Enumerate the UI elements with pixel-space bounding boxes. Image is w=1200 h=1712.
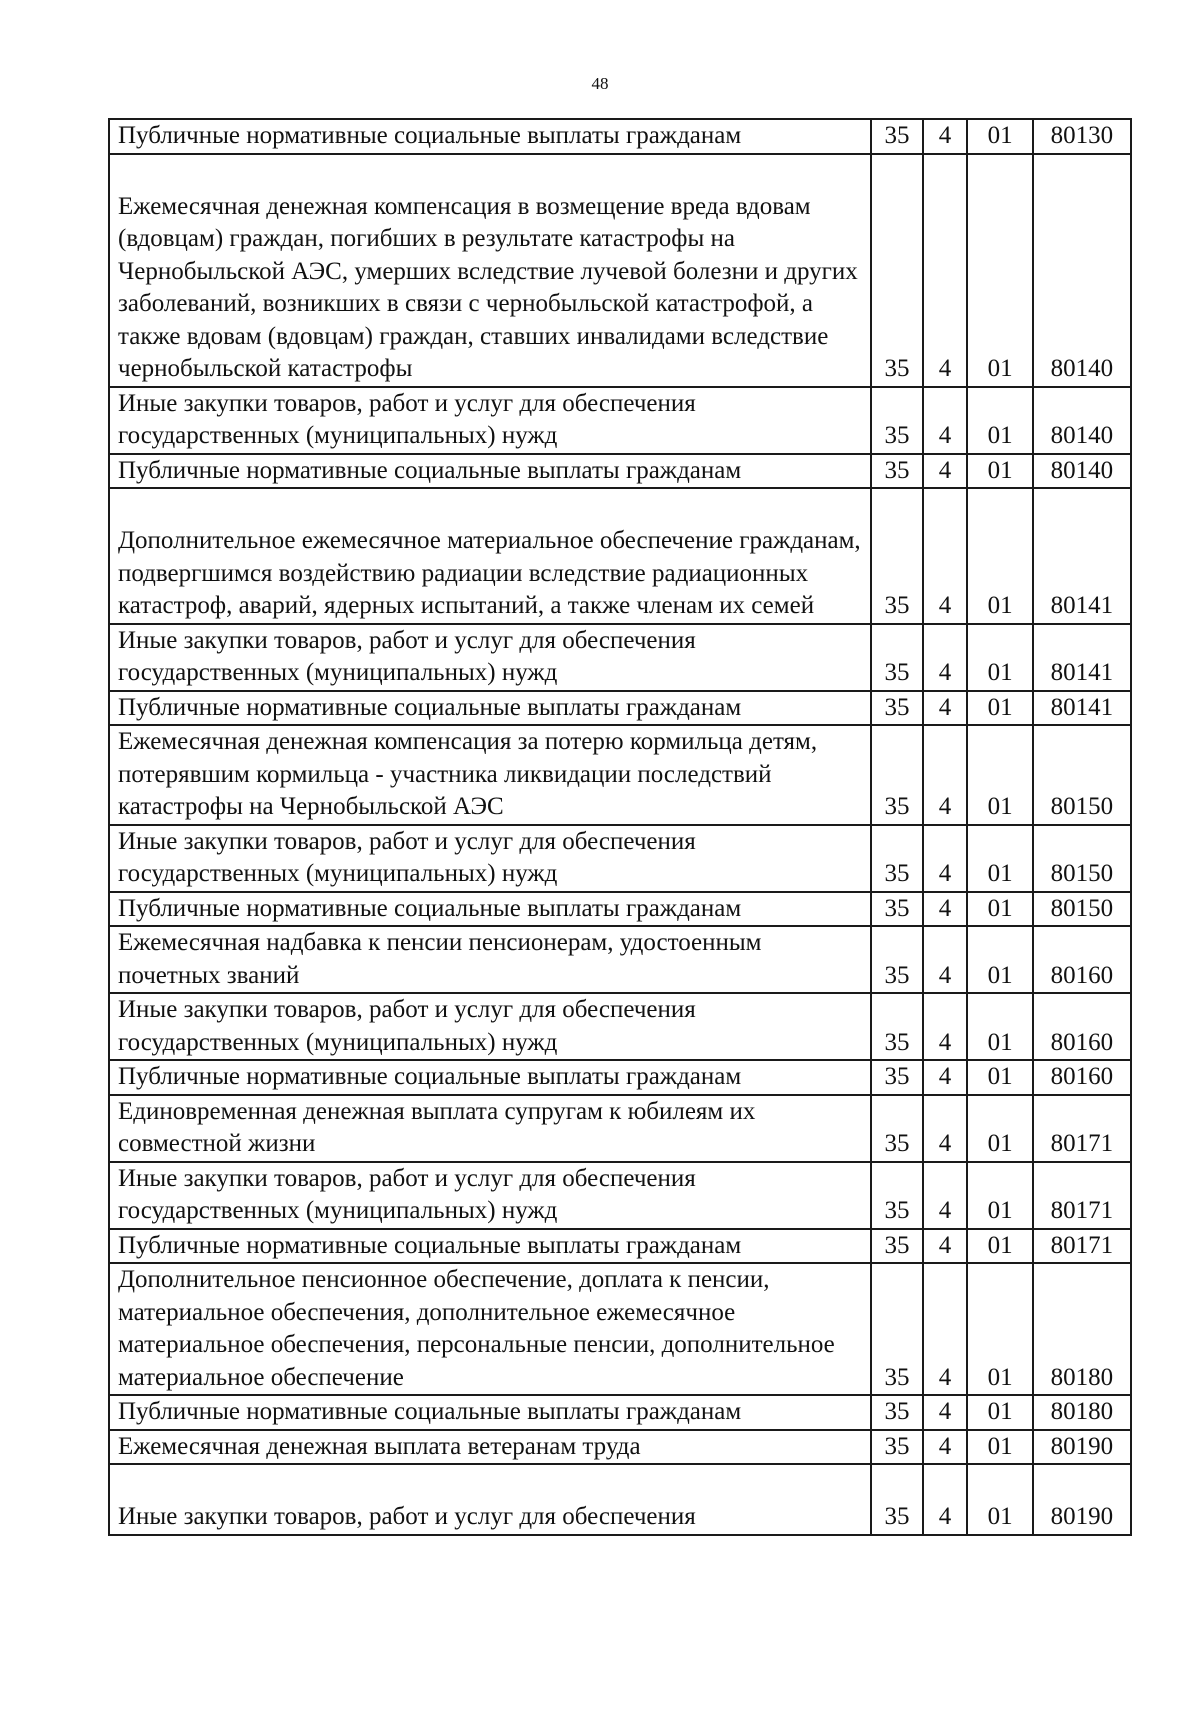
code-item: 01 bbox=[967, 154, 1032, 387]
code-subsection: 4 bbox=[923, 1430, 968, 1465]
code-item: 01 bbox=[967, 1060, 1032, 1095]
table-row bbox=[109, 488, 1131, 624]
row-description: Иные закупки товаров, работ и услуг для обеспечения государственных (муниципальных) нужд bbox=[109, 1162, 871, 1229]
code-subsection: 4 bbox=[923, 691, 968, 726]
row-description: Единовременная денежная выплата супругам к юбилеям их совместной жизни bbox=[109, 1095, 871, 1162]
code-subsection: 4 bbox=[923, 725, 968, 825]
code-target: 80190 bbox=[1033, 1430, 1131, 1465]
table-row bbox=[109, 691, 1131, 726]
code-item: 01 bbox=[967, 119, 1032, 154]
code-item: 01 bbox=[967, 691, 1032, 726]
code-target: 80140 bbox=[1033, 154, 1131, 387]
code-item: 01 bbox=[967, 1229, 1032, 1264]
row-description: Иные закупки товаров, работ и услуг для обеспечения государственных (муниципальных) нужд bbox=[109, 993, 871, 1060]
row-description: Публичные нормативные социальные выплаты гражданам bbox=[109, 454, 871, 489]
code-item: 01 bbox=[967, 624, 1032, 691]
code-item: 01 bbox=[967, 825, 1032, 892]
code-section: 35 bbox=[871, 691, 922, 726]
code-item: 01 bbox=[967, 1395, 1032, 1430]
code-target: 80141 bbox=[1033, 624, 1131, 691]
row-description: Иные закупки товаров, работ и услуг для обеспечения государственных (муниципальных) нужд bbox=[109, 624, 871, 691]
table-row bbox=[109, 624, 1131, 691]
code-subsection: 4 bbox=[923, 1060, 968, 1095]
code-section: 35 bbox=[871, 1430, 922, 1465]
code-section: 35 bbox=[871, 926, 922, 993]
page-number: 48 bbox=[591, 74, 609, 93]
code-section: 35 bbox=[871, 1162, 922, 1229]
row-description: Ежемесячная денежная компенсация за потерю кормильца детям, потерявшим кормильца - участника ликвидации последствий катастрофы на Чернобыльской АЭС bbox=[109, 725, 871, 825]
code-subsection: 4 bbox=[923, 1395, 968, 1430]
budget-classification-table bbox=[108, 118, 1132, 1536]
code-item: 01 bbox=[967, 926, 1032, 993]
table-row bbox=[109, 993, 1131, 1060]
code-subsection: 4 bbox=[923, 154, 968, 387]
code-item: 01 bbox=[967, 1464, 1032, 1535]
row-description: Дополнительное ежемесячное материальное обеспечение гражданам, подвергшимся воздействию радиации вследствие радиационных катастроф, аварий, ядерных испытаний, а также членам их семей bbox=[109, 488, 871, 624]
code-subsection: 4 bbox=[923, 1263, 968, 1395]
row-description: Публичные нормативные социальные выплаты гражданам bbox=[109, 892, 871, 927]
row-description: Дополнительное пенсионное обеспечение, доплата к пенсии, материальное обеспечения, дополнительное ежемесячное материальное обеспечения, персональные пенсии, дополнительное материальное обеспечение bbox=[109, 1263, 871, 1395]
row-description: Иные закупки товаров, работ и услуг для обеспечения государственных (муниципальных) нужд bbox=[109, 825, 871, 892]
code-subsection: 4 bbox=[923, 892, 968, 927]
table-row bbox=[109, 154, 1131, 387]
code-target: 80141 bbox=[1033, 488, 1131, 624]
code-item: 01 bbox=[967, 993, 1032, 1060]
code-target: 80190 bbox=[1033, 1464, 1131, 1535]
code-section: 35 bbox=[871, 1395, 922, 1430]
code-subsection: 4 bbox=[923, 624, 968, 691]
code-target: 80130 bbox=[1033, 119, 1131, 154]
table-row bbox=[109, 1263, 1131, 1395]
code-item: 01 bbox=[967, 1263, 1032, 1395]
code-subsection: 4 bbox=[923, 119, 968, 154]
table-row bbox=[109, 1430, 1131, 1465]
code-target: 80160 bbox=[1033, 993, 1131, 1060]
code-item: 01 bbox=[967, 1095, 1032, 1162]
code-target: 80160 bbox=[1033, 1060, 1131, 1095]
code-target: 80141 bbox=[1033, 691, 1131, 726]
code-section: 35 bbox=[871, 993, 922, 1060]
code-target: 80150 bbox=[1033, 725, 1131, 825]
code-section: 35 bbox=[871, 725, 922, 825]
row-description: Иные закупки товаров, работ и услуг для обеспечения bbox=[109, 1464, 871, 1535]
code-subsection: 4 bbox=[923, 488, 968, 624]
table-row bbox=[109, 825, 1131, 892]
table-row bbox=[109, 1229, 1131, 1264]
code-item: 01 bbox=[967, 892, 1032, 927]
table-row bbox=[109, 1095, 1131, 1162]
code-target: 80140 bbox=[1033, 387, 1131, 454]
code-section: 35 bbox=[871, 1263, 922, 1395]
row-description: Публичные нормативные социальные выплаты гражданам bbox=[109, 1060, 871, 1095]
code-subsection: 4 bbox=[923, 926, 968, 993]
code-target: 80171 bbox=[1033, 1229, 1131, 1264]
code-target: 80160 bbox=[1033, 926, 1131, 993]
code-target: 80180 bbox=[1033, 1263, 1131, 1395]
code-section: 35 bbox=[871, 624, 922, 691]
code-item: 01 bbox=[967, 1162, 1032, 1229]
table-row bbox=[109, 119, 1131, 154]
table-row bbox=[109, 725, 1131, 825]
table-row bbox=[109, 454, 1131, 489]
row-description: Публичные нормативные социальные выплаты гражданам bbox=[109, 119, 871, 154]
table-row bbox=[109, 1464, 1131, 1535]
row-description: Публичные нормативные социальные выплаты гражданам bbox=[109, 691, 871, 726]
code-target: 80171 bbox=[1033, 1162, 1131, 1229]
code-section: 35 bbox=[871, 825, 922, 892]
code-section: 35 bbox=[871, 154, 922, 387]
table-row bbox=[109, 892, 1131, 927]
code-target: 80180 bbox=[1033, 1395, 1131, 1430]
code-item: 01 bbox=[967, 387, 1032, 454]
table-row bbox=[109, 1395, 1131, 1430]
code-target: 80140 bbox=[1033, 454, 1131, 489]
row-description: Ежемесячная денежная выплата ветеранам труда bbox=[109, 1430, 871, 1465]
row-description: Ежемесячная надбавка к пенсии пенсионерам, удостоенным почетных званий bbox=[109, 926, 871, 993]
row-description: Ежемесячная денежная компенсация в возмещение вреда вдовам (вдовцам) граждан, погибших в результате катастрофы на Чернобыльской АЭС, умерших вследствие лучевой болезни и других заболеваний, возникших в связи с чернобыльской катастрофой, а также вдовам (вдовцам) граждан, ставших инвалидами вследствие чернобыльской катастрофы bbox=[109, 154, 871, 387]
code-item: 01 bbox=[967, 1430, 1032, 1465]
code-target: 80150 bbox=[1033, 892, 1131, 927]
table-row bbox=[109, 387, 1131, 454]
code-item: 01 bbox=[967, 454, 1032, 489]
code-subsection: 4 bbox=[923, 993, 968, 1060]
code-subsection: 4 bbox=[923, 1095, 968, 1162]
code-subsection: 4 bbox=[923, 1162, 968, 1229]
code-section: 35 bbox=[871, 387, 922, 454]
row-description: Публичные нормативные социальные выплаты гражданам bbox=[109, 1229, 871, 1264]
code-section: 35 bbox=[871, 488, 922, 624]
code-section: 35 bbox=[871, 119, 922, 154]
code-subsection: 4 bbox=[923, 1464, 968, 1535]
row-description: Публичные нормативные социальные выплаты гражданам bbox=[109, 1395, 871, 1430]
code-subsection: 4 bbox=[923, 825, 968, 892]
table-row bbox=[109, 1162, 1131, 1229]
code-section: 35 bbox=[871, 1095, 922, 1162]
code-subsection: 4 bbox=[923, 387, 968, 454]
code-section: 35 bbox=[871, 892, 922, 927]
code-item: 01 bbox=[967, 725, 1032, 825]
code-item: 01 bbox=[967, 488, 1032, 624]
table-row bbox=[109, 926, 1131, 993]
code-target: 80150 bbox=[1033, 825, 1131, 892]
code-section: 35 bbox=[871, 1464, 922, 1535]
row-description: Иные закупки товаров, работ и услуг для обеспечения государственных (муниципальных) нужд bbox=[109, 387, 871, 454]
code-section: 35 bbox=[871, 454, 922, 489]
code-section: 35 bbox=[871, 1060, 922, 1095]
code-target: 80171 bbox=[1033, 1095, 1131, 1162]
table-row bbox=[109, 1060, 1131, 1095]
code-section: 35 bbox=[871, 1229, 922, 1264]
code-subsection: 4 bbox=[923, 454, 968, 489]
code-subsection: 4 bbox=[923, 1229, 968, 1264]
